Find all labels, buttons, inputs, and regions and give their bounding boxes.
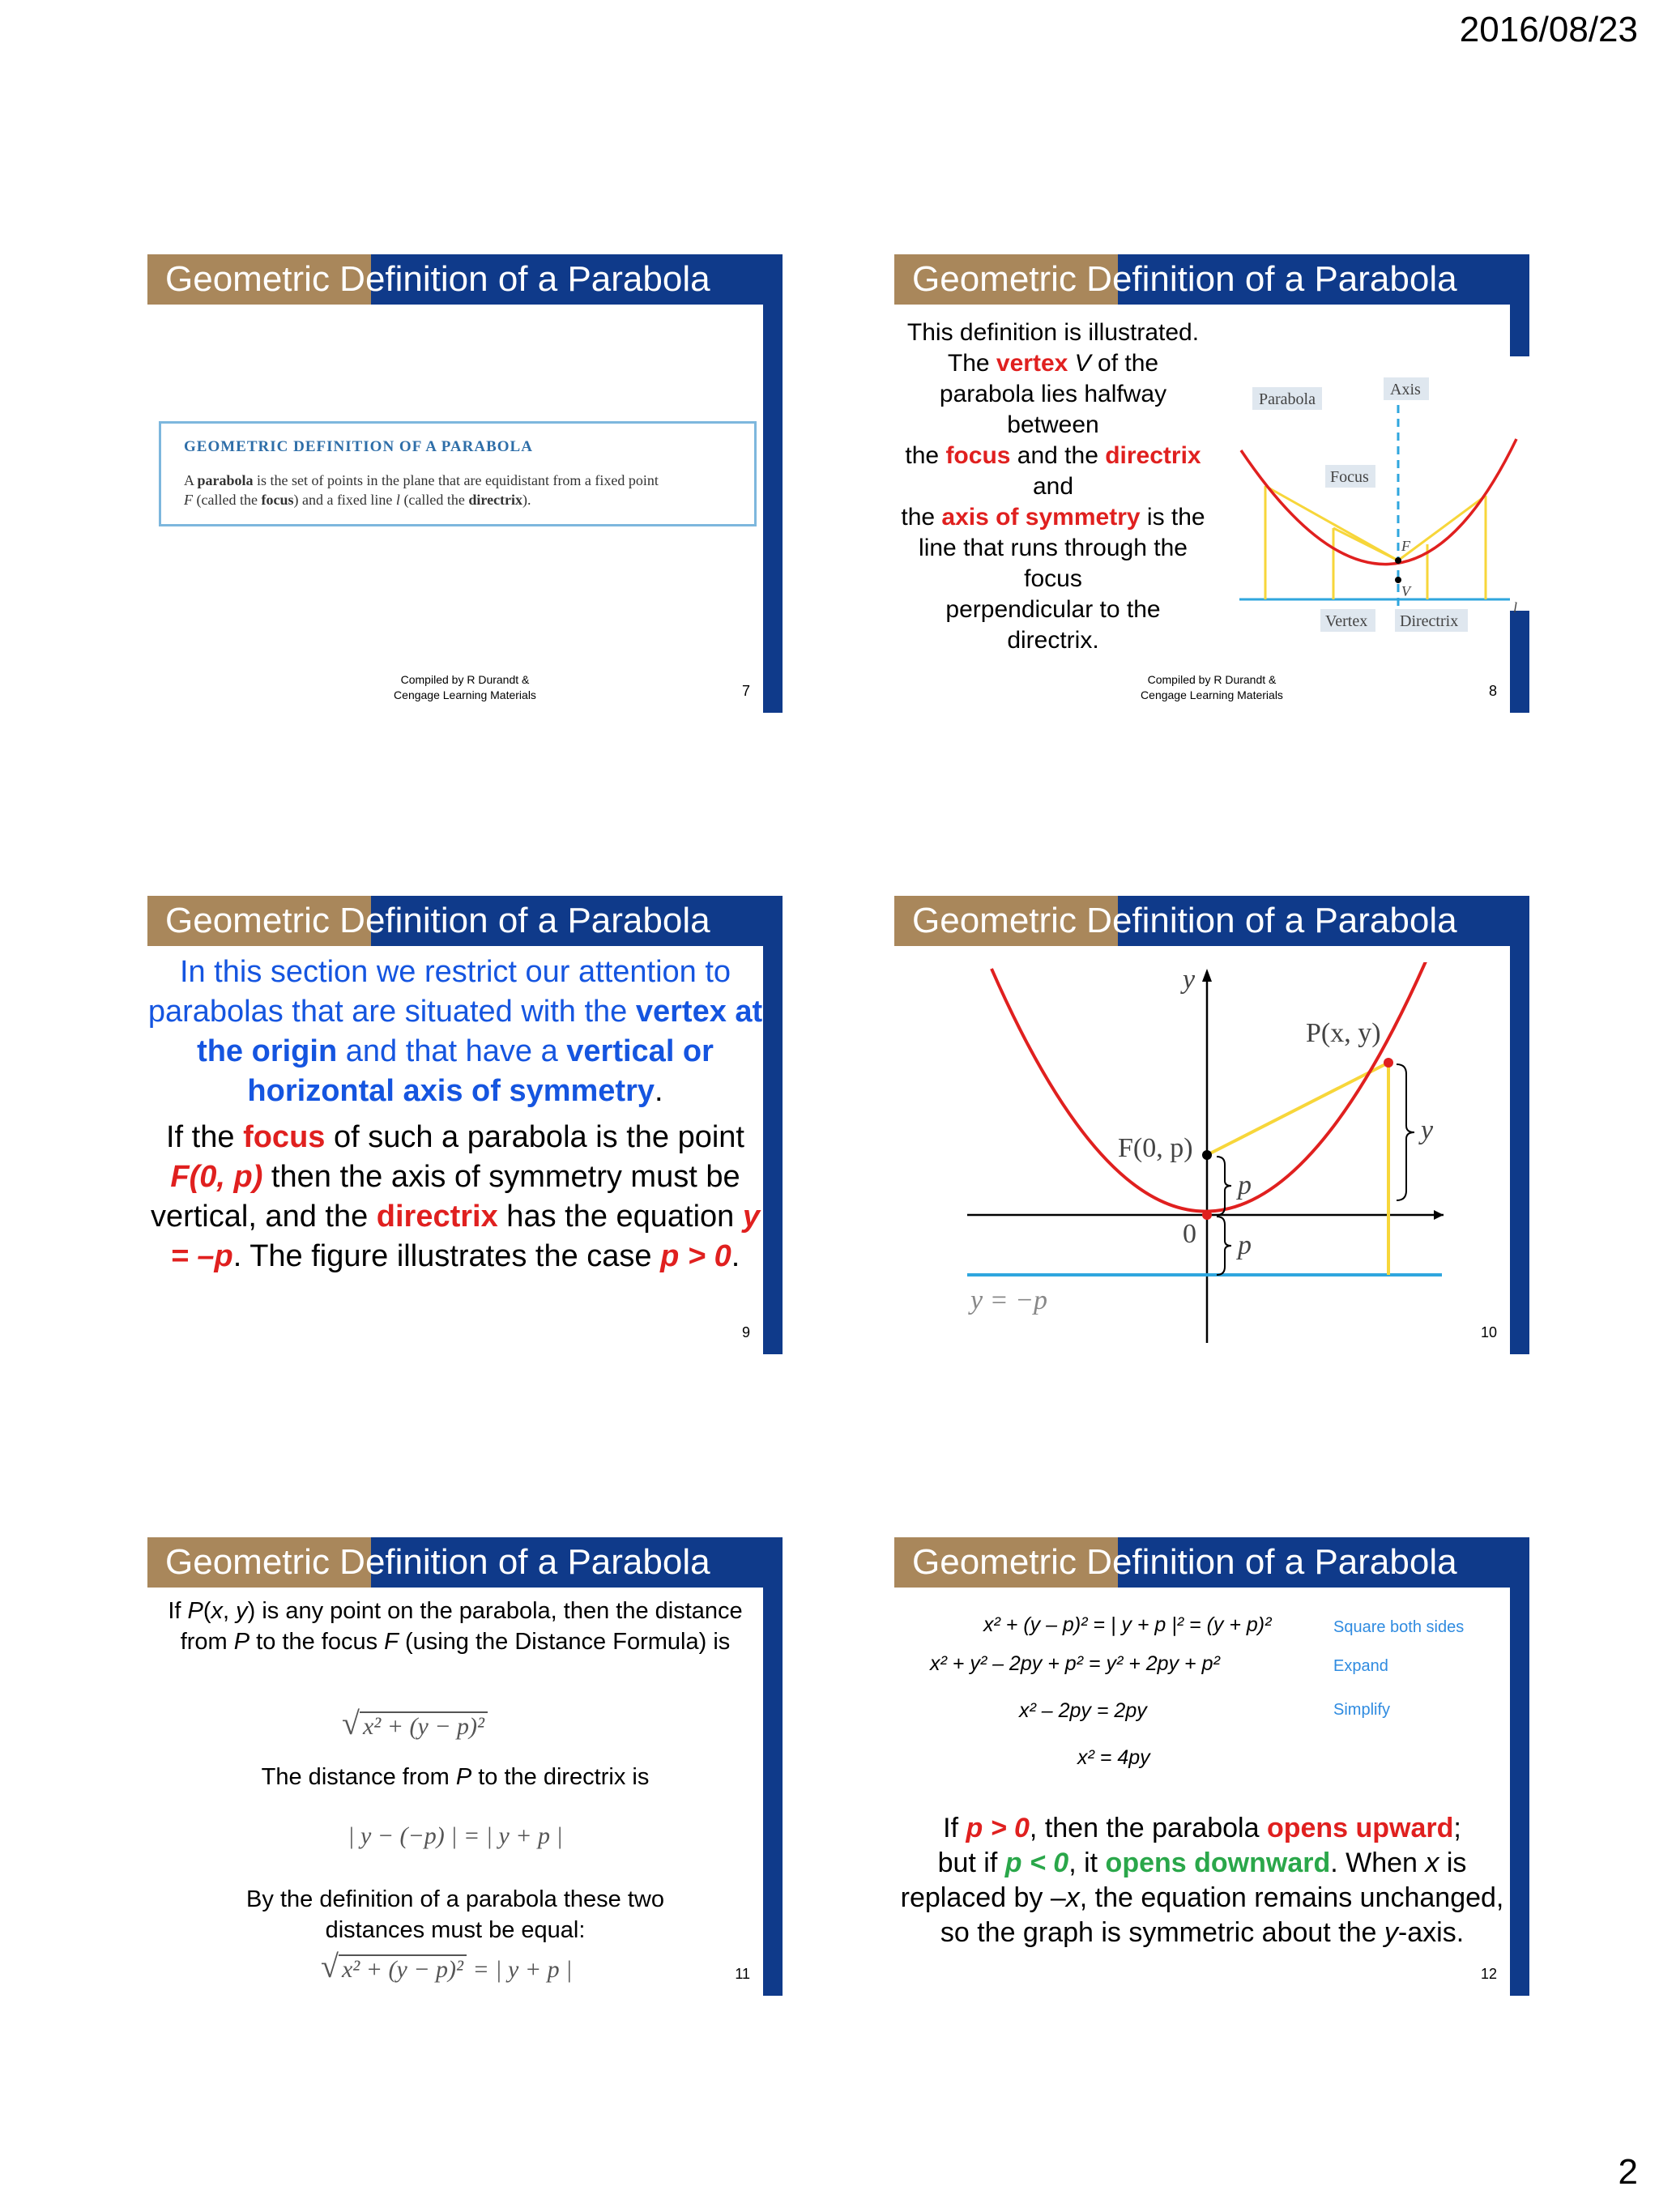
- slide-number: 8: [1488, 683, 1497, 699]
- label-axis: Axis: [1390, 381, 1421, 399]
- slide-11: [147, 1537, 783, 1996]
- slide-number: 12: [1480, 1966, 1497, 1982]
- parabola-graph: [959, 962, 1445, 1343]
- label-f: F: [1401, 538, 1410, 554]
- note-expand: Expand: [1333, 1657, 1388, 1675]
- formula-distance-directrix: | y − (−p) | = | y + p |: [348, 1822, 563, 1849]
- label-l: l: [1513, 599, 1518, 616]
- slide-title-bar: [147, 1537, 783, 1588]
- label-vertex: Vertex: [1325, 612, 1368, 630]
- slide-title: Geometric Definition of a Parabola: [165, 259, 710, 299]
- focus-to-point: [1207, 1063, 1388, 1155]
- slide-10: [894, 896, 1529, 1354]
- formula-equal: √ x² + (y − p)² = | y + p |: [321, 1948, 573, 1984]
- parabola-diagram: [1235, 368, 1529, 635]
- slide-title: Geometric Definition of a Parabola: [912, 259, 1457, 299]
- vertex-point: [1202, 1210, 1212, 1220]
- definition-box: [159, 421, 757, 526]
- slide-title-bar: [894, 1537, 1529, 1588]
- page-number: 2: [1618, 2152, 1638, 2192]
- label-parabola: Parabola: [1259, 390, 1316, 408]
- label-directrix: Directrix: [1400, 612, 1459, 630]
- slide-title: Geometric Definition of a Parabola: [912, 901, 1457, 940]
- parabola-curve: [1241, 439, 1516, 565]
- brace-y: [1397, 1064, 1414, 1200]
- slide-title: Geometric Definition of a Parabola: [912, 1542, 1457, 1582]
- focus-dot: [1395, 557, 1401, 564]
- label-focus: F(0, p): [1118, 1133, 1193, 1163]
- slide-title: Geometric Definition of a Parabola: [165, 1542, 710, 1582]
- page-date: 2016/08/23: [1459, 10, 1638, 49]
- equation-2: x² + y² – 2py + p² = y² + 2py + p²: [930, 1652, 1220, 1675]
- equation-1: x² + (y – p)² = | y + p |² = (y + p)²: [983, 1613, 1272, 1636]
- formula-distance-focus: √ x² + (y − p)²: [342, 1704, 488, 1742]
- slide-title-bar: [147, 254, 783, 305]
- slide-credit: Compiled by R Durandt & Cengage Learning Materials: [394, 673, 536, 701]
- equation-4: x² = 4py: [1077, 1746, 1150, 1769]
- equal-distances-text: By the definition of a parabola these two distances must be equal:: [246, 1886, 664, 1943]
- vertex-dot: [1395, 577, 1401, 583]
- parabola-curve: [992, 962, 1429, 1212]
- label-y-axis: y: [1183, 965, 1196, 995]
- directrix-distance-text: The distance from P to the directrix is: [261, 1764, 650, 1790]
- label-directrix: y = −p: [970, 1285, 1047, 1315]
- brace-lower: [1217, 1217, 1231, 1275]
- opening-text: If p > 0, then the parabola opens upward; but if p < 0, it opens downward. When x is replaced by –x, the equation remains unchanged, so the graph is symmetric about the y-axis.: [900, 1813, 1504, 1948]
- note-simplify: Simplify: [1333, 1701, 1391, 1719]
- label-y-distance: y: [1421, 1115, 1434, 1145]
- slide-9: [147, 896, 783, 1354]
- label-origin: 0: [1183, 1219, 1196, 1249]
- slide-title: Geometric Definition of a Parabola: [165, 901, 710, 940]
- restriction-text: In this section we restrict our attention to parabolas that are situated with the vertex at the origin and that have a vertical or horizontal axis of symmetry.: [147, 955, 763, 1108]
- slide-title-bar: [894, 254, 1529, 305]
- label-p-lower: p: [1238, 1230, 1252, 1260]
- illustration-text: This definition is illustrated. The vertex V of the parabola lies halfway between the focus and the directrix and the axis of symmetry is the line that runs through the focus perpendicular to the directrix.: [901, 319, 1205, 654]
- label-point: P(x, y): [1306, 1018, 1381, 1048]
- slide-12: [894, 1537, 1529, 1996]
- note-square: Square both sides: [1333, 1618, 1465, 1636]
- label-focus: Focus: [1330, 468, 1369, 486]
- point-p: [1384, 1058, 1393, 1068]
- label-v: V: [1401, 583, 1410, 599]
- focus-text: If the focus of such a parabola is the point F(0, p) then the axis of symmetry must be vertical, and the directrix has the equation y = –p. The figure illustrates the case p > 0.: [150, 1120, 761, 1273]
- slide-7: [147, 254, 783, 713]
- brace-upper: [1217, 1157, 1231, 1215]
- slide-credit: Compiled by R Durandt & Cengage Learning Materials: [1141, 673, 1283, 701]
- slide-number: 9: [741, 1324, 750, 1340]
- equation-3: x² – 2py = 2py: [1019, 1699, 1147, 1722]
- label-p-upper: p: [1238, 1170, 1252, 1200]
- definition-heading: GEOMETRIC DEFINITION OF A PARABOLA: [184, 438, 533, 455]
- focus-point: [1202, 1150, 1212, 1160]
- slide-title-bar: [894, 896, 1529, 946]
- slide-number: 11: [735, 1966, 750, 1982]
- slide-8: [894, 254, 1529, 713]
- slide-number: 7: [741, 683, 750, 699]
- slide-title-bar: [147, 896, 783, 946]
- distance-text: If P(x, y) is any point on the parabola, then the distance from P to the focus F (using the Distance Formula) is: [168, 1598, 743, 1655]
- slide-number: 10: [1480, 1324, 1497, 1340]
- definition-text: A parabola is the set of points in the plane that are equidistant from a fixed point F (called the focus) and a fixed line l (called the directrix).: [184, 472, 659, 508]
